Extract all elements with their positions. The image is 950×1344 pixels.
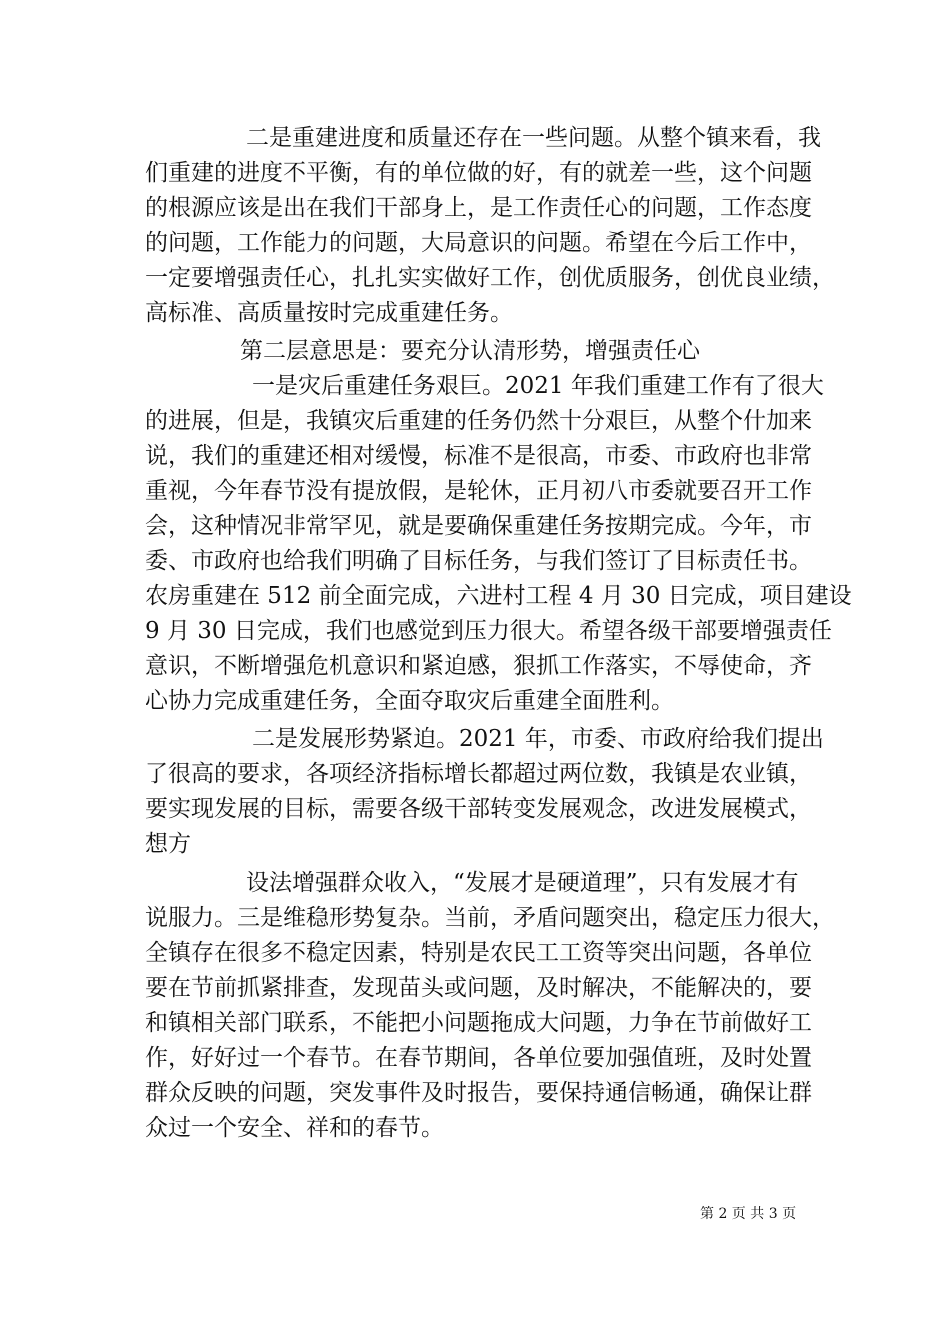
text-line: 全镇存在很多不稳定因素，特别是农民工工资等突出问题，各单位 (145, 940, 812, 966)
text-line: 想方 (145, 831, 191, 857)
text-line: 一是灾后重建任务艰巨。2021 年我们重建工作有了很大 (252, 373, 824, 399)
text-line: 委、市政府也给我们明确了目标任务，与我们签订了目标责任书。 (145, 548, 812, 574)
text-line: 农房重建在 512 前全面完成，六进村工程 4 月 30 日完成，项目建设 (145, 583, 852, 609)
text-line: 的进展，但是，我镇灾后重建的任务仍然十分艰巨，从整个什加来 (145, 408, 812, 434)
text-line: 高标准、高质量按时完成重建任务。 (145, 300, 513, 326)
text-line: 作，好好过一个春节。在春节期间，各单位要加强值班，及时处置 (145, 1045, 812, 1071)
text-line: 群众反映的问题，突发事件及时报告，要保持通信畅通，确保让群 (145, 1080, 812, 1106)
text-line: 要实现发展的目标，需要各级干部转变发展观念，改进发展模式， (145, 796, 812, 822)
text-line: 的问题，工作能力的问题，大局意识的问题。希望在今后工作中， (145, 230, 812, 256)
text-line: 和镇相关部门联系，不能把小问题拖成大问题，力争在节前做好工 (145, 1010, 812, 1036)
text-line: 说，我们的重建还相对缓慢，标准不是很高，市委、市政府也非常 (145, 443, 812, 469)
text-line: 一定要增强责任心，扎扎实实做好工作，创优质服务，创优良业绩， (145, 265, 835, 291)
text-line: 众过一个安全、祥和的春节。 (145, 1115, 444, 1141)
text-line: 会，这种情况非常罕见，就是要确保重建任务按期完成。今年，市 (145, 513, 812, 539)
text-line: 设法增强群众收入，“发展才是硬道理”，只有发展才有 (246, 870, 799, 896)
text-line: 了很高的要求，各项经济指标增长都超过两位数，我镇是农业镇， (145, 761, 812, 787)
text-line: 重视，今年春节没有提放假，是轮休，正月初八市委就要召开工作 (145, 478, 812, 504)
text-line: 要在节前抓紧排查，发现苗头或问题，及时解决，不能解决的，要 (145, 975, 812, 1001)
text-line: 说服力。三是维稳形势复杂。当前，矛盾问题突出，稳定压力很大， (145, 905, 835, 931)
section-heading: 第二层意思是：要充分认清形势，增强责任心 (240, 338, 700, 364)
text-line: 二是发展形势紧迫。2021 年，市委、市政府给我们提出 (252, 726, 824, 752)
text-line: 二是重建进度和质量还存在一些问题。从整个镇来看，我 (246, 125, 821, 151)
page-footer: 第 2 页 共 3 页 (700, 1206, 797, 1222)
text-line: 的根源应该是出在我们干部身上，是工作责任心的问题，工作态度 (145, 195, 812, 221)
text-line: 们重建的进度不平衡，有的单位做的好，有的就差一些，这个问题 (145, 160, 812, 186)
text-line: 心协力完成重建任务，全面夺取灾后重建全面胜利。 (145, 688, 674, 714)
text-line: 9 月 30 日完成，我们也感觉到压力很大。希望各级干部要增强责任 (145, 618, 832, 644)
text-line: 意识，不断增强危机意识和紧迫感，狠抓工作落实，不辱使命，齐 (145, 653, 812, 679)
